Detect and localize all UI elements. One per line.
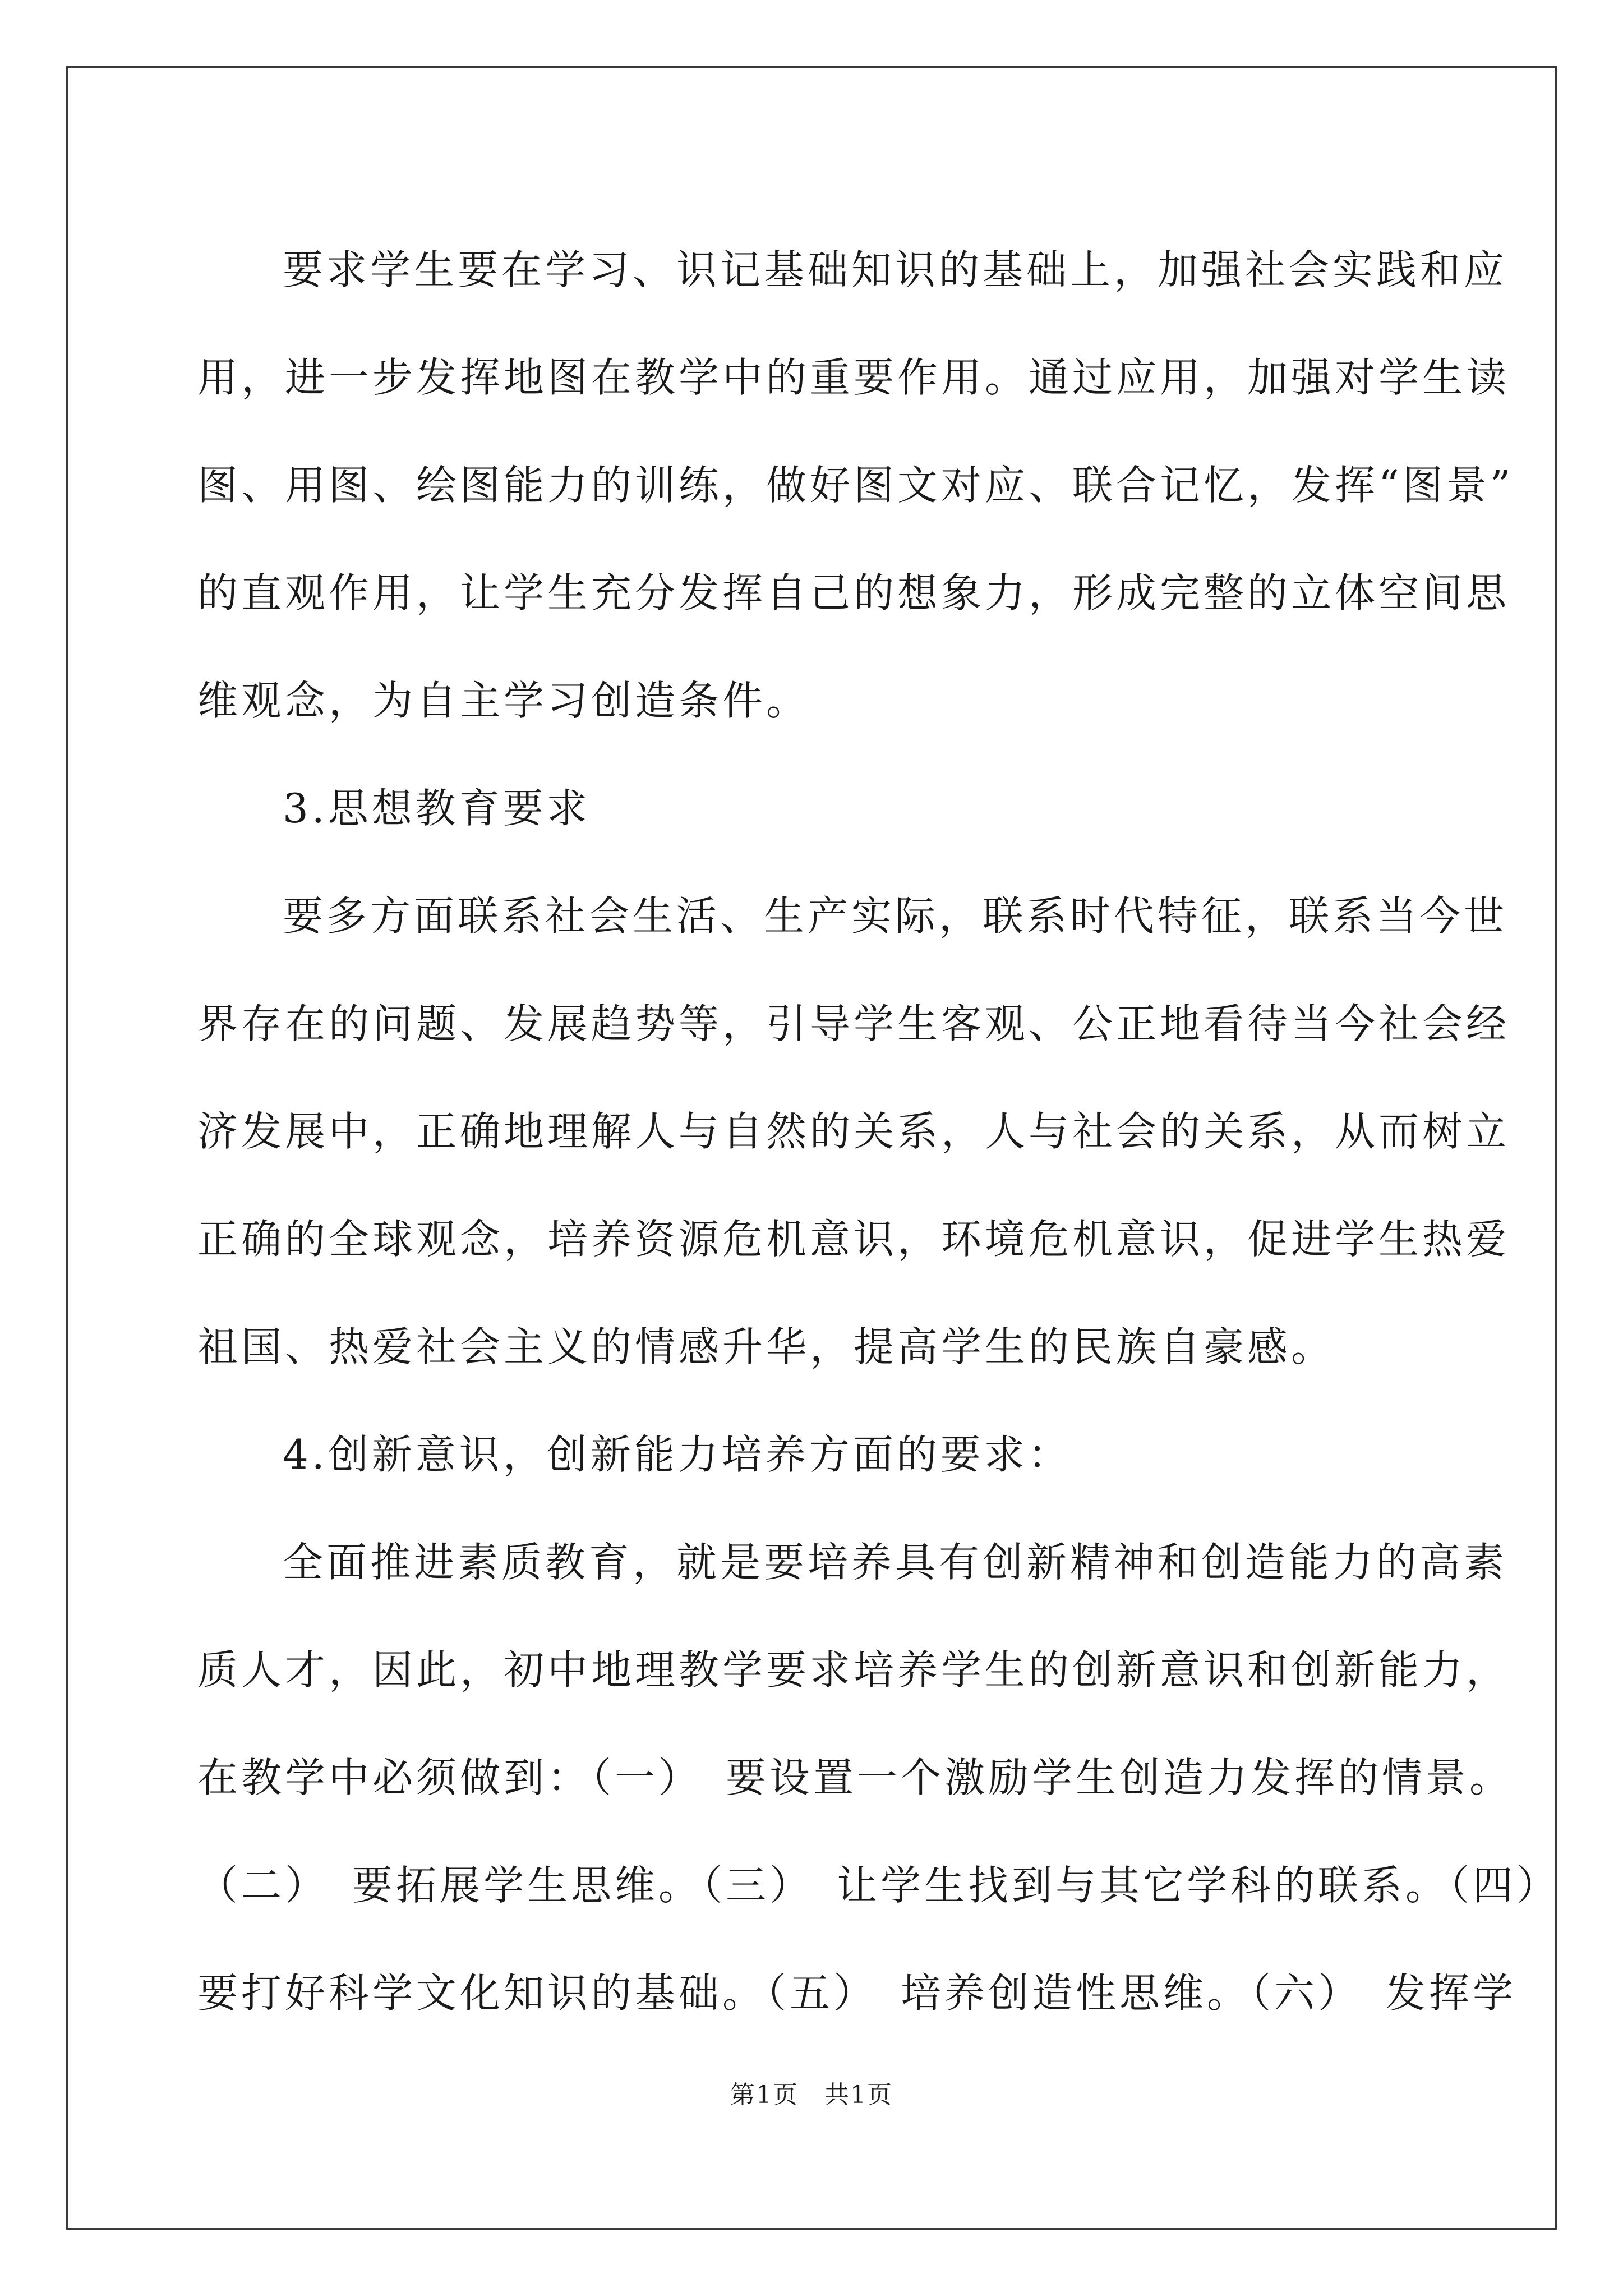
text-line: 在教学中必须做到：（一） 要设置一个激励学生创造力发挥的情景。 [197,1754,1514,1801]
text-line: 正确的全球观念，培养资源危机意识，环境危机意识，促进学生热爱 [197,1216,1510,1263]
document-body [197,216,1561,2047]
paragraph-1 [197,216,1514,754]
paragraph-3 [197,1508,1561,2047]
text-line: 济发展中，正确地理解人与自然的关系，人与社会的关系，从而树立 [197,1108,1510,1155]
text-line: 要打好科学文化知识的基础。（五） 培养创造性思维。（六） 发挥学 [197,1970,1517,2017]
text-line: 用，进一步发挥地图在教学中的重要作用。通过应用，加强对学生读 [197,354,1510,401]
section-heading: 3.思想教育要求 [283,785,591,832]
text-line: 维观念，为自主学习创造条件。 [197,677,810,724]
text-line: 界存在的问题、发展趋势等，引导学生客观、公正地看待当今社会经 [197,1000,1510,1047]
text-line: 的直观作用，让学生充分发挥自己的想象力，形成完整的立体空间思 [197,569,1510,616]
heading-innovation [197,1401,1431,1508]
text-line: 全面推进素质教育，就是要培养具有创新精神和创造能力的高素 [283,1539,1508,1586]
text-line: 图、用图、绘图能力的训练，做好图文对应、联合记忆，发挥“图景” [197,462,1514,509]
page-number-label: 第1页 共1页 [730,2081,893,2109]
text-line: 质人才，因此，初中地理教学要求培养学生的创新意识和创新能力， [197,1646,1510,1694]
text-line: 祖国、热爱社会主义的情感升华，提高学生的民族自豪感。 [197,1323,1335,1370]
section-heading: 4.创新意识，创新能力培养方面的要求： [283,1431,1072,1478]
heading-thought-education [197,754,1431,862]
page-footer [0,2078,1623,2112]
text-line: 要多方面联系社会生活、生产实际，联系时代特征，联系当今世 [283,892,1508,940]
paragraph-2 [197,862,1510,1401]
text-line: 要求学生要在学习、识记基础知识的基础上，加强社会实践和应 [283,246,1508,293]
text-line: （二） 要拓展学生思维。（三） 让学生找到与其它学科的联系。（四） [197,1862,1561,1909]
